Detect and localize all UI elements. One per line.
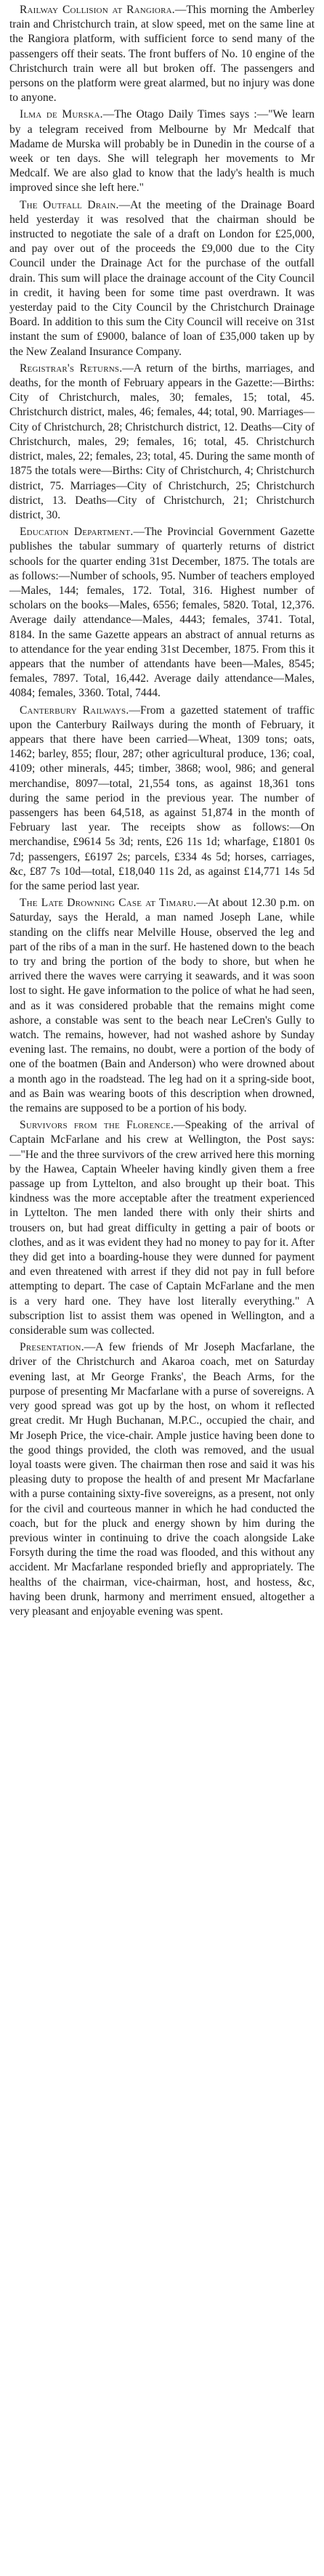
news-item-education-department	[9, 525, 315, 701]
item-text: —A few friends of Mr Joseph Macfarlane, the driver of the Christchurch and Akaroa coach, met on Saturday evening last, at Mr George Franks', the Beach Arms, for the purpose of presenting Mr Macfarlane with a purse of sovereigns. A very good spread was got up by the host, on whom it reflected great credit. Mr Hugh Buchanan, M.P.C., occupied the chair, and Mr Joseph Price, the vice-chair. Ample justice having been done to the good things provided, the cloth was removed, and the usual loyal toasts were given. The chairman then rose and said it was his pleasing duty to propose the health of and present Mr Macfarlane with a purse containing sixty-five sovereigns, as a present, not only for the civil and courteous manner in which he had conducted the coach, but for the pluck and energy shown by him during the previous winter in continuing to drive the coach alongside Lake Forsyth during the time the road was flooded, and this without any accident. Mr Macfarlane responded briefly and appropriately. The healths of the chairman, vice-chairman, host, and hostess, &c, having been drunk, harmony and merriment ensued, altogether a very pleasant and enjoyable evening was spent.	[9, 1341, 315, 1618]
item-text: —At the meeting of the Drainage Board held yesterday it was resolved that the chairman should be instructed to negotiate the sale of a draft on London for £25,000, and pay over out of the proceeds the £9,000 due to the City Council under the Drainage Act for the purchase of the outfall drain. This sum will place the drainage account of the City Council in credit, it having been for some time past overdrawn. It was yesterday paid to the City Council by the Christchurch Drainage Board. In addition to this sum the City Council will receive on 31st instant the sum of £9000, balance of loan of £35,000 taken up by the New Zealand Insurance Company.	[9, 198, 315, 358]
news-item-drowning-case-timaru	[9, 896, 315, 1116]
item-heading: Education Department.	[20, 526, 134, 539]
item-heading: The Late Drowning Case at Timaru.	[20, 897, 197, 910]
item-heading: Ilma de Murska.	[20, 108, 103, 121]
item-heading: The Outfall Drain.	[20, 198, 119, 211]
news-item-registrars-returns	[9, 362, 315, 523]
item-text: —A return of the births, marriages, and deaths, for the month of February appears in the Gazette:—Births: City of Christchurch, males, 30; females, 15; total, 45. Christchurch district, males, 46; females, 44; total, 90. Marriages—City of Christchurch, 28; Christchurch district, 12. Deaths—City of Christchurch, males, 29; females, 16; total, 45. Christchurch district, males, 22; females, 23; total, 45. During the same month of 1875 the totals were—Births: City of Christchurch, 4; Christchurch district, 75. Marriages—City of Christchurch, 25; Christchurch district, 13. Deaths—City of Christchurch, 21; Christchurch district, 30.	[9, 362, 315, 521]
news-item-outfall-drain	[9, 198, 315, 359]
item-text: —This morning the Amberley train and Christchurch train, at slow speed, met on the same line at the Rangiora platform, with sufficient force to send many of the passengers off their seats. The front buffers of No. 10 engine of the Christchurch train were all but broken off. The passengers and persons on the platform were great alarmed, but no injury was done to anyone.	[9, 4, 315, 105]
item-text: —From a gazetted statement of traffic upon the Canterbury Railways during the month of February, it appears that there have been carried—Wheat, 1309 tons; oats, 1462; barley, 855; flour, 287; other agricultural produce, 136; coal, 4109; other minerals, 445; timber, 3868; wool, 986; and general merchandise, 8097—total, 21,554 tons, as against 18,361 tons during the same period in the previous year. The number of passengers has been 64,518, as against 51,874 in the month of February last year. The receipts show as follows:—On merchandise, £9614 5s 3d; rents, £26 11s 1d; wharfage, £1801 0s 7d; passengers, £6197 2s; parcels, £334 4s 5d; horses, carriages, &c, £87 7s 10d—total, £18,040 11s 2d, as against £14,771 14s 5d for the same period last year.	[9, 704, 315, 892]
item-heading: Presentation.	[20, 1341, 84, 1354]
news-item-survivors-florence	[9, 1118, 315, 1338]
item-text: —The Provincial Government Gazette publishes the tabular summary of quarterly returns of district schools for the quarter ending 31st December, 1875. The totals are as follows:—Number of schools, 95. Number of teachers employed—Males, 144; females, 172. Total, 316. Highest number of scholars on the books—Males, 6556; females, 5820. Total, 12,376. Average daily attendance—Males, 4443; females, 3741. Total, 8184. In the same Gazette appears an abstract of annual returns as to attendance for the year ending 31st December, 1875. From this it appears that the number of attendants have been—Males, 8545; females, 7897. Total, 16,442. Average daily attendance—Males, 4084; females, 3360. Total, 7444.	[9, 526, 315, 700]
news-item-railway-collision	[9, 3, 315, 105]
item-heading: Survivors from the Florence.	[20, 1119, 174, 1132]
news-item-canterbury-railways	[9, 704, 315, 894]
item-heading: Railway Collision at Rangiora.	[20, 4, 175, 16]
item-heading: Registrar's Returns.	[20, 362, 123, 375]
item-text: —The Otago Daily Times says :—"We learn by a telegram received from Melbourne by Mr Medcalf that Madame de Murska will probably be in Dunedin in the course of a week or ten days. She will telegraph her movements to Mr Medcalf. We are also glad to know that the lady's health is much improved since she left here."	[9, 108, 315, 195]
news-item-ilma-de-murska	[9, 107, 315, 195]
item-text: —At about 12.30 p.m. on Saturday, says the Herald, a man named Joseph Lane, while standing on the cliffs near Melville House, observed the leg and part of the ribs of a man in the surf. He hastened down to the beach to try and bring the portion of the body to shore, but when he arrived there the waves were carrying it seawards, and it was soon lost to sight. He gave information to the police of what he had seen, and as it was considered probable that the remains might come ashore, a constable was sent to the beach near LeCren's Gully to watch. The remains, however, had not washed ashore by Sunday evening last. The remains, no doubt, were a portion of the body of one of the boatmen (Bain and Anderson) who were drowned about a month ago in the roadstead. The leg had on it a spring-side boot, and as Bain was wearing boots of this description when drowned, the remains are supposed to be a portion of his body.	[9, 897, 315, 1115]
news-item-presentation	[9, 1340, 315, 1619]
item-text: —Speaking of the arrival of Captain McFarlane and his crew at Wellington, the Post says:—"He and the three survivors of the crew arrived here this morning by the Hawea, Captain Wheeler having kindly given them a free passage up from Lyttelton, and also brought up their boat. This kindness was the more acceptable after the treatment experienced in Lyttelton. The men landed there with only their shirts and trousers on, but had great difficulty in getting a pair of boots or clothes, and as it was evident they had no money to pay for it. After they did get into a boarding-house they were dunned for payment and even threatened with arrest if they did not pay in full before attempting to depart. The case of Captain McFarlane and the men is a very hard one. They have lost literally everything." A subscription list to assist them was opened in Wellington, and a considerable sum was collected.	[9, 1119, 315, 1337]
item-heading: Canterbury Railways.	[20, 704, 129, 717]
